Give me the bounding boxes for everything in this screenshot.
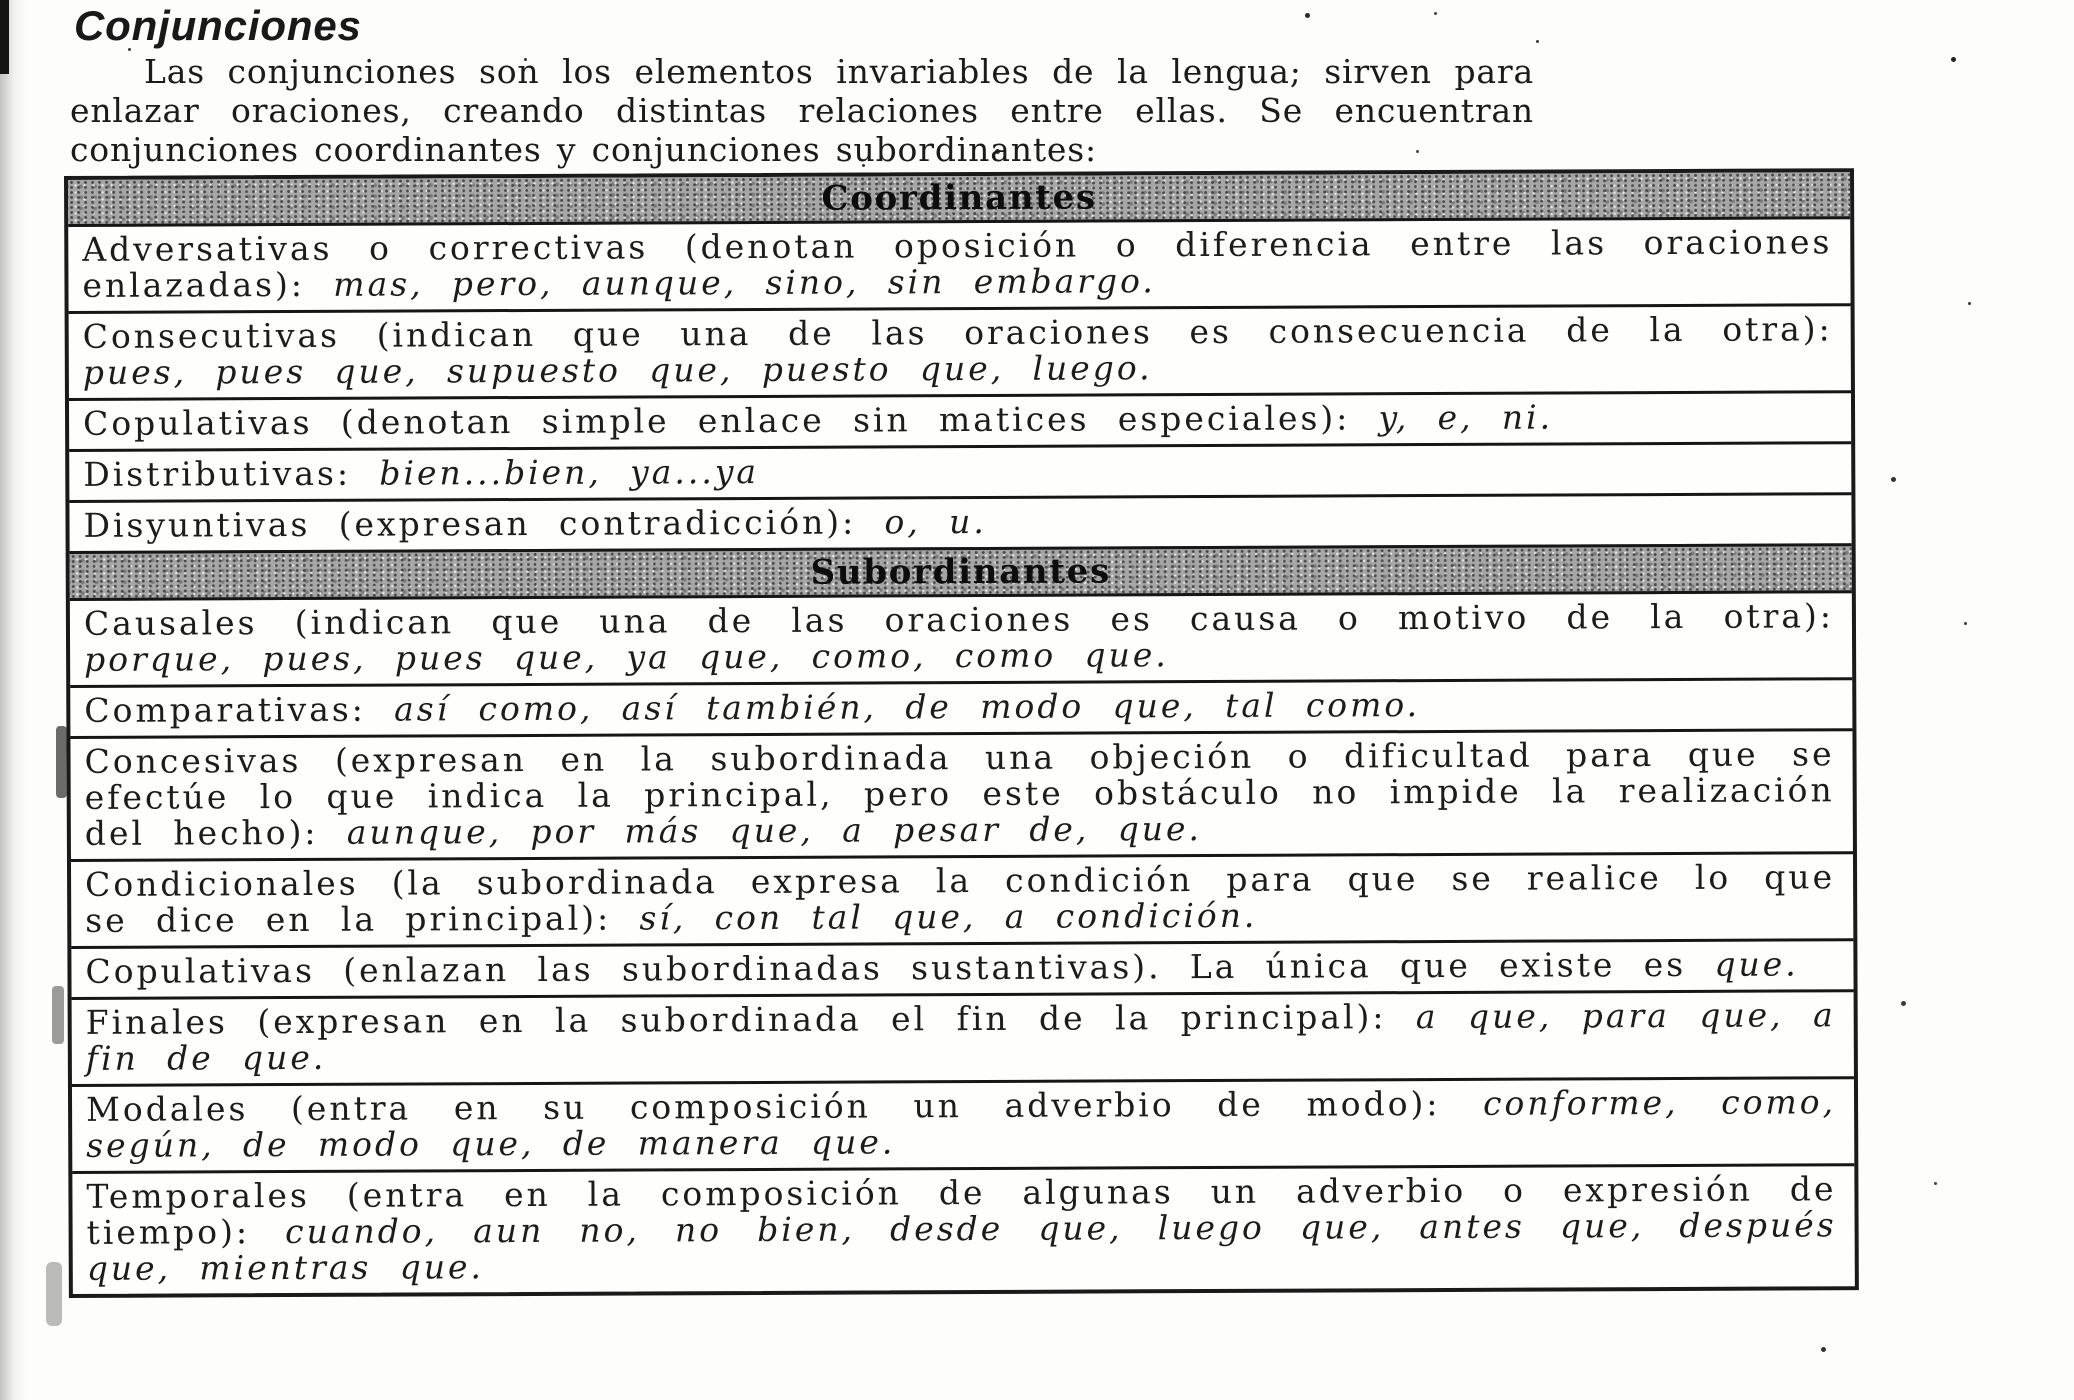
row-description: Disyuntivas (expresan contradicción): bbox=[83, 502, 885, 545]
table-row bbox=[69, 303, 1851, 398]
row-description: Comparativas: bbox=[84, 689, 395, 730]
row-examples: cuando, aun no, no bien, desde que, luego que, antes que, después que, mientras que. bbox=[86, 1205, 1837, 1288]
table-row bbox=[72, 1163, 1855, 1294]
row-description: Concesivas (expresan en la subordinada una objeción o dificultad para que se efectúe lo que indica la principal, pero este obstáculo no impide la realización del hecho): bbox=[84, 734, 1835, 853]
section-band-label: Subordinantes bbox=[810, 551, 1112, 593]
row-examples: y, e, ni. bbox=[1378, 397, 1554, 438]
row-examples: pues, pues que, supuesto que, puesto que, luego. bbox=[82, 348, 1153, 392]
row-examples: así como, así también, de modo que, tal como. bbox=[394, 685, 1421, 729]
row-examples: aunque, por más que, a pesar de, que. bbox=[346, 809, 1203, 852]
row-examples: o, u. bbox=[884, 501, 987, 542]
row-description: Copulativas (denotan simple enlace sin matices especiales): bbox=[82, 398, 1379, 443]
table-row bbox=[69, 390, 1851, 449]
table-row bbox=[70, 728, 1853, 859]
table-row bbox=[72, 1076, 1854, 1171]
section-band-subordinantes bbox=[70, 543, 1852, 601]
row-examples: bien...bien, ya...ya bbox=[379, 451, 760, 493]
intro-paragraph: Las conjunciones son los elementos invariables de la lengua; sirven para enlazar oraciones, creando distintas relaciones entre ellas. Se encuentran conjunciones coordinantes y conjunciones subordinantes: bbox=[70, 52, 1534, 169]
conjunctions-table bbox=[64, 168, 1859, 1298]
row-description: Adversativas o correctivas (denotan oposición o diferencia entre las oraciones enlazadas): bbox=[82, 222, 1833, 305]
page-title: Conjunciones bbox=[74, 2, 362, 49]
scanner-edge-shadow bbox=[0, 0, 26, 1400]
table-row bbox=[72, 989, 1854, 1084]
table-row bbox=[69, 492, 1851, 551]
table-row bbox=[68, 219, 1850, 311]
row-examples: conforme, como, según, de modo que, de manera que. bbox=[86, 1082, 1837, 1165]
table-row bbox=[70, 677, 1852, 736]
scan-smudge bbox=[46, 1262, 62, 1326]
row-examples: porque, pues, pues que, ya que, como, como que. bbox=[84, 635, 1169, 679]
row-examples: mas, pero, aunque, sino, sin embargo. bbox=[333, 261, 1156, 304]
row-description: Finales (expresan en la subordinada el fin de la principal): bbox=[85, 997, 1416, 1042]
section-band-label: Coordinantes bbox=[821, 177, 1097, 219]
row-description: Temporales (entra en la composición de algunas un adverbio o expresión de tiempo): bbox=[86, 1169, 1837, 1252]
row-examples: que. bbox=[1714, 944, 1799, 984]
row-description: Distributivas: bbox=[83, 453, 380, 494]
row-examples: a que, para que, a fin de que. bbox=[85, 995, 1836, 1078]
row-description: Copulativas (enlazan las subordinadas sustantivas). La única que existe es bbox=[85, 944, 1715, 991]
row-description: Modales (entra en su composición un adverbio de modo): bbox=[85, 1083, 1484, 1129]
section-band-coordinantes bbox=[68, 172, 1850, 227]
row-examples: sí, con tal que, a condición. bbox=[639, 895, 1258, 938]
table-row bbox=[71, 851, 1853, 946]
row-description: Consecutivas (indican que una de las oraciones es consecuencia de la otra): bbox=[82, 309, 1833, 356]
table-row bbox=[71, 938, 1853, 997]
table-row bbox=[69, 441, 1851, 500]
scan-speckles bbox=[0, 0, 3, 3]
scan-smudge bbox=[56, 726, 67, 798]
row-description: Causales (indican que una de las oraciones es causa o motivo de la otra): bbox=[83, 596, 1835, 643]
scan-smudge bbox=[52, 986, 64, 1044]
scan-corner-artifact bbox=[0, 0, 9, 74]
row-description: Condicionales (la subordinada expresa la condición para que se realice lo que se dice en la principal): bbox=[85, 857, 1836, 940]
table-row bbox=[70, 593, 1852, 685]
